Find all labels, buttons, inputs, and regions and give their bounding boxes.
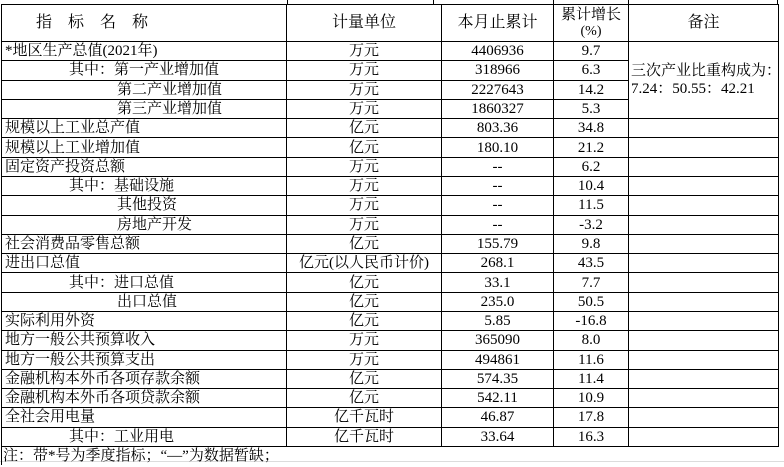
unit-cell: 亿元 — [287, 273, 442, 292]
table-row — [2, 273, 779, 292]
growth-cell: 43.5 — [554, 254, 629, 273]
growth-cell: 5.3 — [554, 99, 629, 118]
indicator-name-cell: 第三产业增加值 — [2, 99, 287, 118]
value-cell: 365090 — [442, 331, 554, 350]
growth-cell: 7.7 — [554, 273, 629, 292]
table-row — [2, 138, 779, 157]
table-row — [2, 427, 779, 446]
value-cell: 33.1 — [442, 273, 554, 292]
indicator-name-cell: 规模以上工业总产值 — [2, 119, 287, 138]
indicator-name-cell: 第二产业增加值 — [2, 80, 287, 99]
value-cell: 803.36 — [442, 119, 554, 138]
unit-cell: 万元 — [287, 331, 442, 350]
unit-cell: 万元 — [287, 196, 442, 215]
left-border-tail — [1, 447, 2, 465]
table-row — [2, 42, 779, 61]
growth-cell: 14.2 — [554, 80, 629, 99]
growth-cell: 9.8 — [554, 234, 629, 253]
value-cell: 318966 — [442, 61, 554, 80]
table-row — [2, 119, 779, 138]
value-cell: -- — [442, 176, 554, 195]
header-cumulative: 本月止累计 — [442, 5, 554, 42]
value-cell: 180.10 — [442, 138, 554, 157]
indicator-name-cell: 其中：进口总值 — [2, 273, 287, 292]
indicator-name-cell: 社会消费品零售总额 — [2, 234, 287, 253]
growth-cell: 16.3 — [554, 427, 629, 446]
table-row — [2, 331, 779, 350]
table-header — [2, 5, 779, 42]
remark-cell — [629, 196, 779, 215]
table-row — [2, 176, 779, 195]
table-row — [2, 254, 779, 273]
growth-cell: 21.2 — [554, 138, 629, 157]
remark-cell — [629, 427, 779, 446]
indicator-name-cell: 其中：基础设施 — [2, 176, 287, 195]
unit-cell: 亿元 — [287, 369, 442, 388]
value-cell: 494861 — [442, 350, 554, 369]
remark-cell — [629, 273, 779, 292]
unit-cell: 亿元(以人民币计价) — [287, 254, 442, 273]
indicator-name-cell: 地方一般公共预算支出 — [2, 350, 287, 369]
indicator-name-cell: 其中：第一产业增加值 — [2, 61, 287, 80]
remark-cell — [629, 215, 779, 234]
indicator-name-cell: 金融机构本外币各项存款余额 — [2, 369, 287, 388]
remark-cell — [629, 292, 779, 311]
indicator-name-cell: 规模以上工业增加值 — [2, 138, 287, 157]
growth-cell: 9.7 — [554, 42, 629, 61]
indicator-name-cell: 出口总值 — [2, 292, 287, 311]
remark-cell — [629, 331, 779, 350]
growth-cell: 34.8 — [554, 119, 629, 138]
indicator-name-cell: 金融机构本外币各项贷款余额 — [2, 389, 287, 408]
indicators-table — [1, 4, 782, 447]
value-cell: 1860327 — [442, 99, 554, 118]
table-row — [2, 350, 779, 369]
header-growth — [554, 5, 629, 42]
growth-cell: 11.6 — [554, 350, 629, 369]
unit-cell: 亿元 — [287, 119, 442, 138]
table-row — [2, 408, 779, 427]
remark-cell — [629, 138, 779, 157]
value-cell: 2227643 — [442, 80, 554, 99]
growth-cell: 11.4 — [554, 369, 629, 388]
value-cell: -- — [442, 196, 554, 215]
unit-cell: 亿元 — [287, 389, 442, 408]
indicator-name-cell: 固定资产投资总额 — [2, 157, 287, 176]
header-growth-line2: (%) — [580, 24, 602, 39]
table-row — [2, 311, 779, 330]
remark-cell — [629, 157, 779, 176]
growth-cell: 6.3 — [554, 61, 629, 80]
remark-merged-cell — [629, 42, 782, 119]
unit-cell: 万元 — [287, 157, 442, 176]
growth-cell: 11.5 — [554, 196, 629, 215]
remark-cell — [629, 350, 779, 369]
value-cell: 4406936 — [442, 42, 554, 61]
unit-cell: 万元 — [287, 215, 442, 234]
growth-cell: -3.2 — [554, 215, 629, 234]
unit-cell: 亿元 — [287, 138, 442, 157]
table-row — [2, 215, 779, 234]
unit-cell: 亿元 — [287, 311, 442, 330]
value-cell: 542.11 — [442, 389, 554, 408]
value-cell: 5.85 — [442, 311, 554, 330]
header-row — [2, 5, 779, 42]
remark-cell — [629, 369, 779, 388]
growth-cell: 8.0 — [554, 331, 629, 350]
growth-cell: 10.9 — [554, 389, 629, 408]
unit-cell: 万元 — [287, 176, 442, 195]
indicator-name-cell: *地区生产总值(2021年) — [2, 42, 287, 61]
table-body — [2, 42, 782, 447]
growth-cell: 10.4 — [554, 176, 629, 195]
value-cell: 33.64 — [442, 427, 554, 446]
unit-cell: 亿千瓦时 — [287, 427, 442, 446]
growth-cell: 50.5 — [554, 292, 629, 311]
unit-cell: 亿千瓦时 — [287, 408, 442, 427]
indicator-name-cell: 进出口总值 — [2, 254, 287, 273]
remark-cell — [629, 176, 779, 195]
indicator-name-cell: 地方一般公共预算收入 — [2, 331, 287, 350]
value-cell: 155.79 — [442, 234, 554, 253]
header-remark: 备注 — [629, 5, 779, 42]
growth-cell: 6.2 — [554, 157, 629, 176]
remark-cell — [629, 234, 779, 253]
indicator-name-cell: 其中：工业用电 — [2, 427, 287, 446]
growth-cell: 17.8 — [554, 408, 629, 427]
remark-cell — [629, 408, 779, 427]
remark-cell — [629, 389, 779, 408]
remark-line2: 7.24：50.55：42.21 — [631, 81, 755, 98]
table-row — [2, 292, 779, 311]
unit-cell: 亿元 — [287, 234, 442, 253]
value-cell: 574.35 — [442, 369, 554, 388]
indicator-name-cell: 房地产开发 — [2, 215, 287, 234]
header-indicator-name: 指 标 名 称 — [2, 5, 287, 42]
table-row — [2, 234, 779, 253]
remark-cell — [629, 311, 779, 330]
indicator-name-cell: 实际利用外资 — [2, 311, 287, 330]
unit-cell: 万元 — [287, 42, 442, 61]
unit-cell: 万元 — [287, 350, 442, 369]
remark-cell — [629, 119, 779, 138]
header-unit: 计量单位 — [287, 5, 442, 42]
indicator-name-cell: 其他投资 — [2, 196, 287, 215]
growth-cell: -16.8 — [554, 311, 629, 330]
value-cell: 268.1 — [442, 254, 554, 273]
remark-line1: 三次产业比重构成为： — [631, 63, 782, 80]
value-cell: 235.0 — [442, 292, 554, 311]
table-row — [2, 196, 779, 215]
indicator-name-cell: 全社会用电量 — [2, 408, 287, 427]
unit-cell: 万元 — [287, 80, 442, 99]
unit-cell: 亿元 — [287, 292, 442, 311]
remark-cell — [629, 254, 779, 273]
footnote: 注：带*号为季度指标；“—”为数据暂缺； — [3, 448, 279, 464]
value-cell: -- — [442, 157, 554, 176]
table-row — [2, 157, 779, 176]
table-row — [2, 369, 779, 388]
value-cell: 46.87 — [442, 408, 554, 427]
value-cell: -- — [442, 215, 554, 234]
unit-cell: 万元 — [287, 99, 442, 118]
unit-cell: 万元 — [287, 61, 442, 80]
header-growth-line1: 累计增长 — [560, 7, 621, 23]
table-row — [2, 389, 779, 408]
